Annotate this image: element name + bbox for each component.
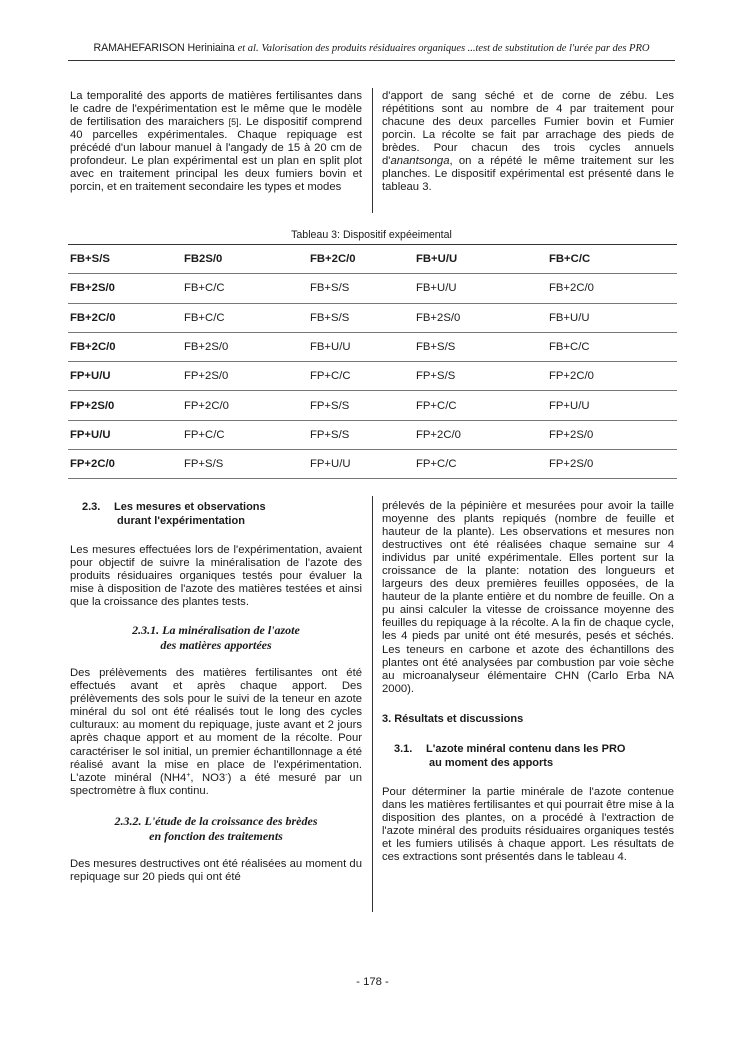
section-3-1-title-line2: au moment des apports: [429, 756, 554, 769]
section-2-3-1-text-3: ) a été mesuré par un spectromètre à flux continu.: [70, 771, 362, 797]
table-caption: Tableau 3: Dispositif expéeimental: [291, 229, 452, 241]
intro-right-text-2: , on a répété le même traitement sur les planches. Le dispositif expérimental est présenté dans le tableau 3.: [382, 155, 674, 194]
header-title: Valorisation des produits résiduaires organiques ...test de substitution de l'urée par des PRO: [261, 43, 650, 54]
intro-left-column: [70, 90, 362, 194]
table-body: [68, 245, 677, 479]
intro-right-italic: anantsonga: [390, 155, 450, 168]
section-3-1-paragraph: Pour déterminer la partie minérale de l'azote contenue dans les matières fertilisantes et qui pourrait être mise à la disposition des plantes, on a procédé à l'extraction de l'azote minéral des produits résiduaires organiques testés et les fumiers utilisés à chaque apport. Les résultats de ces extractions sont présentés dans le tableau 4.: [382, 785, 674, 863]
table-cell: FP+2C/0: [68, 450, 182, 479]
table-cell: FB+2C/0: [68, 332, 182, 361]
table-cell: FP+S/S: [308, 420, 414, 449]
table-cell: FP+S/S: [182, 450, 308, 479]
table-cell: FP+2S/0: [68, 391, 182, 420]
table-row: [68, 362, 677, 391]
section-2-3-1-text-2: , NO3: [190, 771, 226, 784]
section-3-1-heading: [382, 742, 674, 770]
table-cell: FB+2S/0: [182, 332, 308, 361]
table-cell: FP+U/U: [308, 450, 414, 479]
table-row: [68, 303, 677, 332]
table-cell: FB+S/S: [308, 274, 414, 303]
table-cell: FP+2S/0: [547, 420, 677, 449]
section-2-3-paragraph: Les mesures effectuées lors de l'expérimentation, avaient pour objectif de suivre la minéralisation de l'azote des produits résiduaires organiques testés pour évaluer la mise à disposition de l'azote des matières testées et ainsi que la croissance des plantes tests.: [70, 544, 362, 609]
section-2-3-2-heading: [70, 814, 362, 844]
section-2-3-2-title-line1: L'étude de la croissance des brèdes: [144, 813, 318, 828]
table-cell: FP+C/C: [182, 420, 308, 449]
section-2-3-title-line2: durant l'expérimentation: [117, 515, 245, 527]
table-cell: FP+U/U: [547, 391, 677, 420]
section-2-3-title-line1: Les mesures et observations: [114, 501, 266, 513]
table-cell: FB2S/0: [182, 245, 308, 274]
section-2-3-1-number: 2.3.1.: [132, 623, 160, 638]
table-row: [68, 391, 677, 420]
table-cell: FB+S/S: [308, 303, 414, 332]
methods-right-column: [382, 500, 674, 864]
table-cell: FP+2C/0: [182, 391, 308, 420]
table-cell: FB+S/S: [68, 245, 182, 274]
section-2-3-1-title-line1: La minéralisation de l'azote: [162, 623, 300, 638]
table-cell: FB+2C/0: [68, 303, 182, 332]
ammonium-charge: +: [186, 771, 191, 779]
column-divider-top: [372, 88, 373, 213]
experimental-design-table: [68, 244, 677, 479]
section-2-3-2-paragraph: Des mesures destructives ont été réalisées au moment du repiquage sur 20 pieds qui ont été: [70, 857, 362, 883]
table-cell: FB+U/U: [547, 303, 677, 332]
table-cell: FB+U/U: [414, 245, 547, 274]
table-cell: FB+S/S: [414, 332, 547, 361]
growth-measures-paragraph: prélevés de la pépinière et mesurées pour avoir la taille moyenne des plants repiqués (nombre de feuille et hauteur de la plante). Les observations et mesures non destructives ont été réalisées chaque semaine sur 4 individus par unité expérimentale. Elles portent sur la croissance de la plante: notation des longueurs et largeurs des deux premières feuilles opposées, de la hauteur de la plante entière et du nombre de feuille. On a pu ainsi calculer la vitesse de croissance moyenne des feuilles du repiquage à la récolte. A la fin de chaque cycle, les 4 pieds par unité ont été mesurés, pesés et séchés. Les teneurs en carbone et azote des échantillons des plantes ont été analysées par combustion par voie sèche au microanalyseur élémentaire CHN (Carlo Erba NA 2000).: [382, 500, 674, 695]
table-cell: FP+2S/0: [182, 362, 308, 391]
section-3-1-number: 3.1.: [394, 742, 413, 755]
table-cell: FB+2C/0: [308, 245, 414, 274]
intro-left-text-2: . Le dispositif comprend 40 parcelles expérimentales. Chaque repiquage est précédé d'un labour manuel à l'angady de 15 à 20 cm de profondeur. Le plan expérimental est un plan en split plot avec en traitement principal les deux fumiers bovin et porcin, et en traitement secondaire les types et modes: [70, 116, 363, 194]
table-cell: FB+2S/0: [68, 274, 182, 303]
table-cell: FB+U/U: [308, 332, 414, 361]
page-number: - 178 -: [356, 976, 389, 988]
intro-left-text-1: La temporalité des apports de matières fertilisantes dans le cadre de l'expérimentation est le même que le modèle de fertilisation des maraichers: [70, 90, 362, 129]
header-rule: [68, 60, 675, 61]
column-divider-bottom: [372, 496, 373, 912]
table-cell: FP+S/S: [308, 391, 414, 420]
table-cell: FP+S/S: [414, 362, 547, 391]
table-cell: FB+C/C: [547, 332, 677, 361]
table-cell: FB+C/C: [182, 303, 308, 332]
intro-right-paragraph: [382, 90, 674, 194]
header-etal: et al.: [237, 43, 259, 54]
table-row: [68, 450, 677, 479]
table-cell: FB+C/C: [182, 274, 308, 303]
table-row: [68, 332, 677, 361]
section-3-1-title-line1: L'azote minéral contenu dans les PRO: [426, 742, 626, 755]
section-2-3-2-number: 2.3.2.: [114, 813, 142, 828]
section-2-3-1-paragraph: [70, 667, 362, 797]
header-author: RAMAHEFARISON Heriniaina: [93, 42, 235, 54]
section-2-3-heading: [70, 500, 362, 528]
table-cell: FP+2C/0: [414, 420, 547, 449]
section-2-3-1-title-line2: des matières apportées: [160, 638, 272, 653]
table-cell: FP+2S/0: [547, 450, 677, 479]
section-2-3-1-text-1: Des prélèvements des matières fertilisantes ont été effectués avant et après chaque apport. Des prélèvements des sols pour le suivi de la teneur en azote minéral du sol ont été réalisés tout le long des cycles culturaux: au moment du repiquage, juste avant et 2 jours après chaque apport et au moment de la récolte. Pour caractériser le sol initial, un premier échantillonnage a été réalisé avant la mise en place de l'expérimentation. L'azote minéral (NH4: [70, 667, 362, 784]
section-2-3-number: 2.3.: [82, 501, 101, 513]
table-cell: FB+2C/0: [547, 274, 677, 303]
table-row: [68, 420, 677, 449]
reference-5: [5]: [228, 117, 239, 128]
section-2-3-2-title-line2: en fonction des traitements: [149, 828, 283, 843]
methods-left-column: [70, 500, 362, 884]
table-cell: FB+C/C: [547, 245, 677, 274]
table-cell: FP+U/U: [68, 362, 182, 391]
intro-right-text-1: d'apport de sang séché et de corne de zébu. Les répétitions sont au nombre de 4 par traitement pour chacune des deux parcelles Fumier bovin et Fumier porcin. La récolte se fait par arrachage des pieds de brèdes. Pour chacun des trois cycles annuels d': [382, 90, 674, 168]
table-row: [68, 274, 677, 303]
running-header: [68, 42, 675, 54]
section-3-heading: 3. Résultats et discussions: [382, 712, 524, 725]
intro-right-column: [382, 90, 674, 194]
nitrate-charge: -: [225, 771, 228, 779]
table-cell: FB+2S/0: [414, 303, 547, 332]
table-cell: FP+C/C: [308, 362, 414, 391]
table-cell: FB+U/U: [414, 274, 547, 303]
table-row: [68, 245, 677, 274]
table-cell: FP+C/C: [414, 450, 547, 479]
table-cell: FP+2C/0: [547, 362, 677, 391]
intro-left-paragraph: [70, 90, 362, 194]
section-2-3-1-heading: [70, 623, 362, 653]
table-cell: FP+C/C: [414, 391, 547, 420]
table-cell: FP+U/U: [68, 420, 182, 449]
